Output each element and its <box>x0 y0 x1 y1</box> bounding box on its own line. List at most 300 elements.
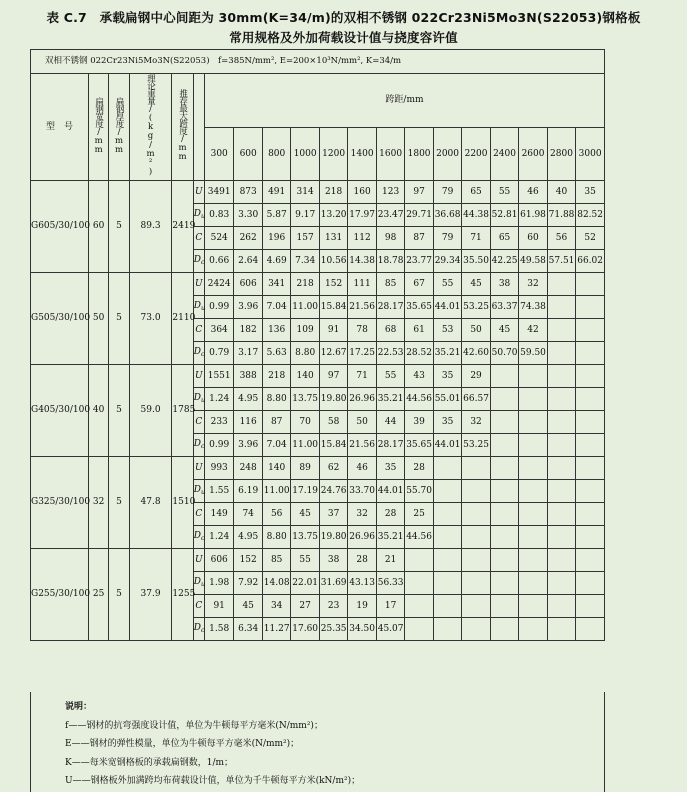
group-max-span: 1785 <box>172 365 193 457</box>
value-cell: 0.66 <box>204 250 234 273</box>
table-row <box>31 181 605 204</box>
value-cell <box>519 388 547 411</box>
value-cell <box>519 572 547 595</box>
span-header-cell: 2600 <box>519 128 547 181</box>
value-cell: 993 <box>204 457 234 480</box>
value-cell: 79 <box>433 227 461 250</box>
value-cell: 11.27 <box>262 618 290 641</box>
value-cell: 38 <box>319 549 347 572</box>
value-cell <box>547 618 575 641</box>
row-symbol: C <box>193 595 204 618</box>
value-cell <box>519 549 547 572</box>
row-symbol: C <box>193 503 204 526</box>
value-cell <box>547 319 575 342</box>
value-cell: 45 <box>291 503 319 526</box>
value-cell: 35.21 <box>376 526 404 549</box>
value-cell: 43.13 <box>348 572 376 595</box>
value-cell: 55 <box>376 365 404 388</box>
value-cell: 606 <box>234 273 262 296</box>
value-cell <box>547 411 575 434</box>
value-cell <box>547 549 575 572</box>
value-cell: 11.00 <box>262 480 290 503</box>
value-cell: 24.76 <box>319 480 347 503</box>
spec-table <box>30 49 605 641</box>
value-cell: 25.35 <box>319 618 347 641</box>
value-cell <box>519 503 547 526</box>
value-cell: 32 <box>348 503 376 526</box>
value-cell <box>490 549 518 572</box>
span-header-cell: 1200 <box>319 128 347 181</box>
value-cell <box>519 411 547 434</box>
value-cell: 61.98 <box>519 204 547 227</box>
value-cell <box>519 480 547 503</box>
value-cell <box>576 388 605 411</box>
value-cell: 123 <box>376 181 404 204</box>
value-cell: 57.51 <box>547 250 575 273</box>
table-row <box>31 273 605 296</box>
value-cell: 3491 <box>204 181 234 204</box>
group-max-span: 1255 <box>172 549 193 641</box>
value-cell: 7.04 <box>262 296 290 319</box>
span-header-cell: 1600 <box>376 128 404 181</box>
value-cell <box>547 572 575 595</box>
value-cell: 27 <box>291 595 319 618</box>
span-header-cell: 2400 <box>490 128 518 181</box>
value-cell <box>576 503 605 526</box>
value-cell: 71 <box>462 227 490 250</box>
value-cell: 12.67 <box>319 342 347 365</box>
value-cell: 8.80 <box>262 526 290 549</box>
value-cell: 1.24 <box>204 526 234 549</box>
value-cell: 109 <box>291 319 319 342</box>
value-cell: 31.69 <box>319 572 347 595</box>
row-symbol: $D_u$ <box>193 204 204 227</box>
value-cell <box>519 526 547 549</box>
group-weight: 73.0 <box>129 273 172 365</box>
value-cell: 5.63 <box>262 342 290 365</box>
value-cell: 14.38 <box>348 250 376 273</box>
value-cell: 91 <box>204 595 234 618</box>
value-cell <box>547 388 575 411</box>
group-model: G325/30/100 <box>31 457 89 549</box>
value-cell: 19 <box>348 595 376 618</box>
value-cell <box>547 595 575 618</box>
group-model: G405/30/100 <box>31 365 89 457</box>
value-cell: 28 <box>348 549 376 572</box>
value-cell <box>576 480 605 503</box>
value-cell: 606 <box>204 549 234 572</box>
value-cell: 56 <box>262 503 290 526</box>
value-cell: 44.56 <box>405 526 433 549</box>
value-cell: 44.01 <box>376 480 404 503</box>
value-cell: 55.01 <box>433 388 461 411</box>
value-cell: 11.00 <box>291 434 319 457</box>
value-cell: 14.08 <box>262 572 290 595</box>
value-cell: 19.80 <box>319 526 347 549</box>
header-span: 跨距/mm <box>204 74 604 128</box>
value-cell: 160 <box>348 181 376 204</box>
value-cell: 388 <box>234 365 262 388</box>
row-symbol: $D_u$ <box>193 480 204 503</box>
row-symbol: C <box>193 227 204 250</box>
value-cell <box>490 503 518 526</box>
value-cell: 44.01 <box>433 434 461 457</box>
value-cell: 65 <box>462 181 490 204</box>
table-title-line1: 表 C.7 承载扁钢中心间距为 30mm(K=34/m)的双相不锈钢 022Cr23Ni5Mo3N(S22053)钢格板 <box>46 10 641 25</box>
value-cell: 36.68 <box>433 204 461 227</box>
value-cell: 116 <box>234 411 262 434</box>
value-cell: 44.38 <box>462 204 490 227</box>
value-cell: 34.50 <box>348 618 376 641</box>
value-cell <box>576 526 605 549</box>
group-model: G505/30/100 <box>31 273 89 365</box>
group-thickness: 5 <box>109 365 129 457</box>
value-cell: 13.75 <box>291 526 319 549</box>
value-cell: 218 <box>291 273 319 296</box>
value-cell: 0.83 <box>204 204 234 227</box>
value-cell: 29.34 <box>433 250 461 273</box>
value-cell: 7.92 <box>234 572 262 595</box>
value-cell: 45 <box>490 319 518 342</box>
value-cell: 26.96 <box>348 388 376 411</box>
value-cell: 55 <box>433 273 461 296</box>
value-cell: 1551 <box>204 365 234 388</box>
value-cell: 112 <box>348 227 376 250</box>
value-cell: 111 <box>348 273 376 296</box>
header-max-span: 推荐最大跨度/mm <box>172 74 193 181</box>
row-symbol: $D_c$ <box>193 434 204 457</box>
note-item: E——钢材的弹性模量，单位为牛顿每平方毫米(N/mm²)； <box>65 739 300 749</box>
group-weight: 37.9 <box>129 549 172 641</box>
value-cell <box>433 526 461 549</box>
value-cell: 3.30 <box>234 204 262 227</box>
span-header-cell: 2000 <box>433 128 461 181</box>
value-cell: 85 <box>376 273 404 296</box>
value-cell <box>547 273 575 296</box>
value-cell: 17.60 <box>291 618 319 641</box>
value-cell: 3.96 <box>234 434 262 457</box>
value-cell: 4.69 <box>262 250 290 273</box>
value-cell <box>490 572 518 595</box>
value-cell: 32 <box>462 411 490 434</box>
value-cell: 21.56 <box>348 434 376 457</box>
value-cell: 97 <box>319 365 347 388</box>
value-cell: 74.38 <box>519 296 547 319</box>
value-cell <box>547 457 575 480</box>
value-cell: 28 <box>405 457 433 480</box>
row-symbol: C <box>193 411 204 434</box>
value-cell: 140 <box>262 457 290 480</box>
header-weight: 理论重量/(kg/m²) <box>129 74 172 181</box>
table-row <box>31 365 605 388</box>
value-cell: 22.01 <box>291 572 319 595</box>
notes-title: 说明： <box>65 702 93 712</box>
group-width: 40 <box>88 365 108 457</box>
span-header-cell: 3000 <box>576 128 605 181</box>
value-cell: 17.25 <box>348 342 376 365</box>
value-cell <box>576 457 605 480</box>
table-row <box>31 549 605 572</box>
value-cell: 6.34 <box>234 618 262 641</box>
value-cell: 491 <box>262 181 290 204</box>
value-cell <box>405 618 433 641</box>
value-cell <box>576 434 605 457</box>
value-cell <box>547 434 575 457</box>
value-cell: 70 <box>291 411 319 434</box>
value-cell <box>547 503 575 526</box>
table-row <box>31 457 605 480</box>
value-cell: 45.07 <box>376 618 404 641</box>
value-cell: 23 <box>319 595 347 618</box>
value-cell: 25 <box>405 503 433 526</box>
value-cell <box>576 365 605 388</box>
value-cell: 1.24 <box>204 388 234 411</box>
value-cell: 87 <box>405 227 433 250</box>
value-cell: 341 <box>262 273 290 296</box>
value-cell: 46 <box>519 181 547 204</box>
value-cell <box>433 457 461 480</box>
value-cell: 9.17 <box>291 204 319 227</box>
span-header-cell: 1800 <box>405 128 433 181</box>
span-header-cell: 300 <box>204 128 234 181</box>
value-cell <box>519 618 547 641</box>
value-cell <box>490 411 518 434</box>
value-cell: 0.79 <box>204 342 234 365</box>
group-max-span: 2419 <box>172 181 193 273</box>
value-cell: 18.78 <box>376 250 404 273</box>
value-cell: 873 <box>234 181 262 204</box>
value-cell: 35.65 <box>405 434 433 457</box>
value-cell: 65 <box>490 227 518 250</box>
value-cell: 53.25 <box>462 296 490 319</box>
value-cell: 56.33 <box>376 572 404 595</box>
value-cell <box>576 549 605 572</box>
value-cell: 23.47 <box>376 204 404 227</box>
value-cell: 87 <box>262 411 290 434</box>
value-cell: 55 <box>291 549 319 572</box>
value-cell <box>490 434 518 457</box>
value-cell: 364 <box>204 319 234 342</box>
value-cell <box>576 618 605 641</box>
value-cell: 21 <box>376 549 404 572</box>
value-cell: 39 <box>405 411 433 434</box>
value-cell: 46 <box>348 457 376 480</box>
group-max-span: 2110 <box>172 273 193 365</box>
value-cell: 314 <box>291 181 319 204</box>
value-cell <box>490 365 518 388</box>
row-symbol: $D_c$ <box>193 618 204 641</box>
value-cell <box>462 480 490 503</box>
condition-row: 双相不锈钢 022Cr23Ni5Mo3N(S22053) f=385N/mm², E=200×10³N/mm², K=34/m <box>31 50 605 74</box>
value-cell: 50 <box>462 319 490 342</box>
value-cell: 44.01 <box>433 296 461 319</box>
value-cell: 42.25 <box>490 250 518 273</box>
value-cell: 50.70 <box>490 342 518 365</box>
value-cell: 53 <box>433 319 461 342</box>
value-cell: 13.20 <box>319 204 347 227</box>
row-symbol: U <box>193 457 204 480</box>
value-cell: 17.97 <box>348 204 376 227</box>
group-weight: 89.3 <box>129 181 172 273</box>
value-cell: 157 <box>291 227 319 250</box>
row-symbol: $D_c$ <box>193 526 204 549</box>
header-symbol <box>193 74 204 181</box>
value-cell: 218 <box>262 365 290 388</box>
value-cell: 152 <box>319 273 347 296</box>
value-cell <box>405 549 433 572</box>
value-cell <box>462 549 490 572</box>
value-cell <box>576 572 605 595</box>
value-cell: 1.98 <box>204 572 234 595</box>
value-cell <box>405 572 433 595</box>
value-cell: 34 <box>262 595 290 618</box>
value-cell <box>462 572 490 595</box>
value-cell: 55.70 <box>405 480 433 503</box>
row-symbol: $D_u$ <box>193 388 204 411</box>
value-cell: 71 <box>348 365 376 388</box>
value-cell: 7.34 <box>291 250 319 273</box>
value-cell <box>547 526 575 549</box>
value-cell: 45 <box>234 595 262 618</box>
value-cell: 21.56 <box>348 296 376 319</box>
value-cell: 55 <box>490 181 518 204</box>
value-cell: 149 <box>204 503 234 526</box>
value-cell <box>462 618 490 641</box>
value-cell <box>519 595 547 618</box>
value-cell: 66.57 <box>462 388 490 411</box>
value-cell <box>462 457 490 480</box>
row-symbol: $D_c$ <box>193 250 204 273</box>
value-cell: 40 <box>547 181 575 204</box>
value-cell: 524 <box>204 227 234 250</box>
value-cell <box>547 365 575 388</box>
value-cell: 196 <box>262 227 290 250</box>
value-cell: 38 <box>490 273 518 296</box>
group-width: 25 <box>88 549 108 641</box>
value-cell <box>519 457 547 480</box>
value-cell: 91 <box>319 319 347 342</box>
value-cell: 0.99 <box>204 434 234 457</box>
value-cell <box>547 296 575 319</box>
row-symbol: $D_c$ <box>193 342 204 365</box>
value-cell <box>490 480 518 503</box>
value-cell: 37 <box>319 503 347 526</box>
value-cell: 17 <box>376 595 404 618</box>
value-cell <box>433 618 461 641</box>
value-cell: 74 <box>234 503 262 526</box>
value-cell: 3.96 <box>234 296 262 319</box>
value-cell: 56 <box>547 227 575 250</box>
value-cell: 7.04 <box>262 434 290 457</box>
span-header-cell: 1400 <box>348 128 376 181</box>
value-cell <box>576 595 605 618</box>
value-cell: 44 <box>376 411 404 434</box>
value-cell <box>519 434 547 457</box>
row-symbol: U <box>193 549 204 572</box>
value-cell: 85 <box>262 549 290 572</box>
value-cell <box>490 388 518 411</box>
group-thickness: 5 <box>109 181 129 273</box>
span-header-cell: 2200 <box>462 128 490 181</box>
value-cell <box>490 457 518 480</box>
value-cell: 35.50 <box>462 250 490 273</box>
value-cell: 1.55 <box>204 480 234 503</box>
value-cell: 45 <box>462 273 490 296</box>
spec-table-body <box>31 50 605 641</box>
value-cell: 19.80 <box>319 388 347 411</box>
value-cell: 28.52 <box>405 342 433 365</box>
group-model: G605/30/100 <box>31 181 89 273</box>
group-thickness: 5 <box>109 457 129 549</box>
value-cell: 140 <box>291 365 319 388</box>
value-cell: 29 <box>462 365 490 388</box>
value-cell <box>433 572 461 595</box>
value-cell <box>490 595 518 618</box>
value-cell: 8.80 <box>291 342 319 365</box>
value-cell: 49.58 <box>519 250 547 273</box>
group-width: 60 <box>88 181 108 273</box>
group-weight: 59.0 <box>129 365 172 457</box>
value-cell: 182 <box>234 319 262 342</box>
value-cell: 58 <box>319 411 347 434</box>
value-cell: 152 <box>234 549 262 572</box>
value-cell: 60 <box>519 227 547 250</box>
header-model: 型 号 <box>31 74 89 181</box>
value-cell: 89 <box>291 457 319 480</box>
value-cell: 262 <box>234 227 262 250</box>
group-weight: 47.8 <box>129 457 172 549</box>
row-symbol: $D_u$ <box>193 572 204 595</box>
group-max-span: 1510 <box>172 457 193 549</box>
value-cell: 98 <box>376 227 404 250</box>
value-cell: 28.17 <box>376 434 404 457</box>
row-symbol: U <box>193 365 204 388</box>
group-width: 32 <box>88 457 108 549</box>
value-cell: 4.95 <box>234 388 262 411</box>
value-cell: 136 <box>262 319 290 342</box>
value-cell: 23.77 <box>405 250 433 273</box>
value-cell: 35 <box>433 411 461 434</box>
value-cell: 8.80 <box>262 388 290 411</box>
header-thickness: 扁钢厚度/mm <box>109 74 129 181</box>
value-cell: 61 <box>405 319 433 342</box>
value-cell: 53.25 <box>462 434 490 457</box>
value-cell: 5.87 <box>262 204 290 227</box>
value-cell: 33.70 <box>348 480 376 503</box>
group-thickness: 5 <box>109 273 129 365</box>
value-cell: 35 <box>576 181 605 204</box>
value-cell: 13.75 <box>291 388 319 411</box>
value-cell: 42 <box>519 319 547 342</box>
row-symbol: U <box>193 273 204 296</box>
value-cell: 50 <box>348 411 376 434</box>
value-cell <box>433 503 461 526</box>
value-cell: 248 <box>234 457 262 480</box>
value-cell: 11.00 <box>291 296 319 319</box>
value-cell <box>462 526 490 549</box>
value-cell: 97 <box>405 181 433 204</box>
value-cell: 71.88 <box>547 204 575 227</box>
value-cell: 29.71 <box>405 204 433 227</box>
value-cell <box>490 618 518 641</box>
value-cell: 79 <box>433 181 461 204</box>
value-cell: 15.84 <box>319 434 347 457</box>
value-cell: 44.56 <box>405 388 433 411</box>
value-cell <box>576 273 605 296</box>
value-cell: 17.19 <box>291 480 319 503</box>
value-cell: 28 <box>376 503 404 526</box>
note-item: U——钢格板外加满跨均布荷载设计值，单位为千牛顿每平方米(kN/m²)； <box>65 776 361 786</box>
